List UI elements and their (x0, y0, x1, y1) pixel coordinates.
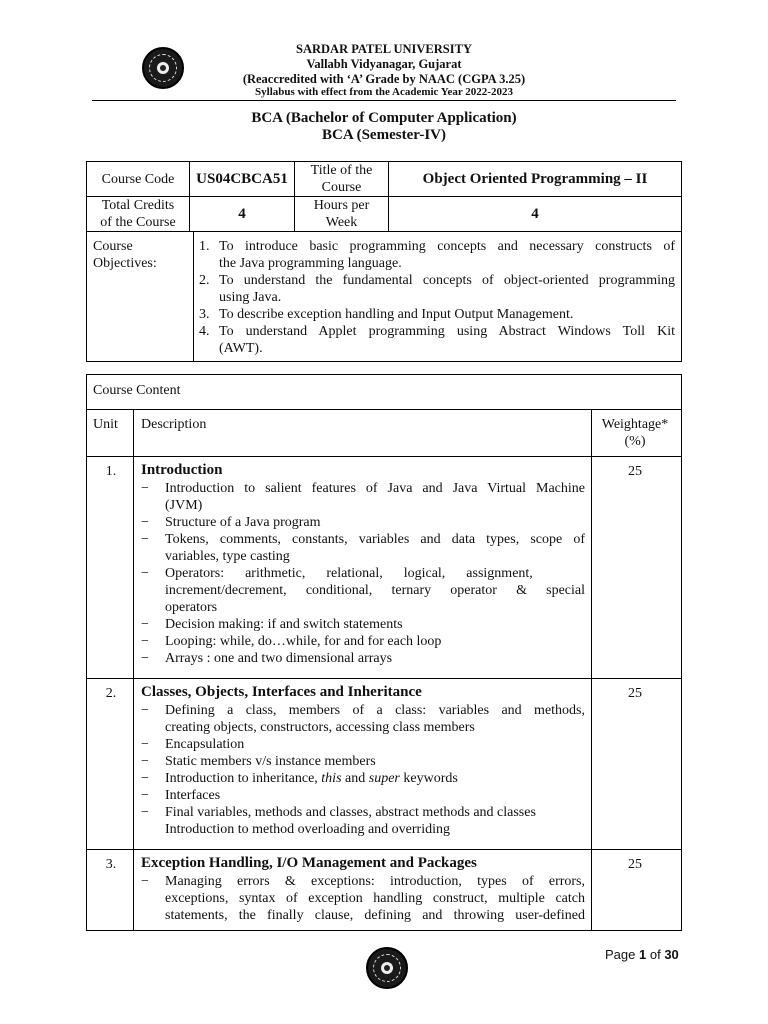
list-item: − Final variables, methods and classes, abstract methods and classes (141, 805, 536, 820)
credits-value: 4 (190, 197, 295, 232)
objective-item: 4. To understand Applet programming using Abstract Windows Toll Kit (AWT). (199, 324, 675, 356)
list-item: − Interfaces (141, 788, 221, 803)
program-title: BCA (Bachelor of Computer Application) (251, 110, 517, 126)
accreditation-line: (Reaccredited with ‘A’ Grade by NAAC (CGPA 3.25) (242, 72, 526, 86)
university-location: Vallabh Vidyanagar, Gujarat (306, 57, 462, 71)
list-item: − Structure of a Java program (141, 515, 321, 530)
course-content-heading: Course Content (93, 383, 181, 398)
unit-number: 3. (105, 857, 117, 872)
unit-number: 2. (105, 686, 117, 701)
list-item: − Encapsulation (141, 737, 245, 752)
course-content-table (86, 374, 682, 931)
credits-label: Total Credits of the Course (87, 197, 190, 232)
column-header-description: Description (141, 417, 207, 432)
objectives-label: Course Objectives: (93, 239, 157, 271)
list-item: − Looping: while, do…while, for and for each loop (141, 634, 442, 649)
unit-title: Exception Handling, I/O Management and Packages (141, 855, 477, 871)
unit-description (141, 461, 585, 667)
semester-title: BCA (Semester-IV) (322, 127, 446, 143)
header-divider (92, 100, 676, 101)
university-name: SARDAR PATEL UNIVERSITY (296, 42, 472, 56)
hours-value: 4 (389, 197, 682, 232)
syllabus-note: Syllabus with effect from the Academic Year 2022-2023 (255, 86, 513, 98)
course-info-table (86, 161, 682, 232)
list-item: − Operators: arithmetic, relational, logical, assignment, increment/decrement, conditional, ternary operator & special operators (141, 566, 585, 615)
course-title-value: Object Oriented Programming – II (389, 162, 682, 197)
unit-description (141, 683, 585, 838)
objective-item: 2. To understand the fundamental concepts of object-oriented programming using Java. (199, 273, 675, 305)
course-objectives (86, 231, 682, 362)
unit-weightage: 25 (628, 686, 642, 701)
list-item: − Defining a class, members of a class: variables and methods, creating objects, constructors, accessing class members (141, 703, 585, 735)
list-item: − Introduction to salient features of Java and Java Virtual Machine (JVM) (141, 481, 585, 513)
course-code-value: US04CBCA51 (190, 162, 295, 197)
unit-weightage: 25 (628, 857, 642, 872)
footer-seal-icon (366, 947, 408, 989)
objectives-list (199, 238, 675, 357)
unit-number: 1. (105, 464, 117, 479)
list-item: − Introduction to inheritance, this and super keywords (141, 771, 458, 786)
course-title-label: Title of the Course (295, 162, 389, 197)
unit-title: Classes, Objects, Interfaces and Inheritance (141, 684, 422, 700)
list-item: − Managing errors & exceptions: introduction, types of errors, exceptions, syntax of exception handling construct, multiple catch statements, the finally clause, defining and throwing user-defined (141, 874, 585, 923)
page-number: Page 1 of 30 (605, 947, 679, 962)
course-code-label: Course Code (87, 162, 190, 197)
objective-item: 1. To introduce basic programming concepts and necessary constructs of the Java programming language. (199, 239, 675, 271)
list-item: − Arrays : one and two dimensional arrays (141, 651, 393, 666)
list-item: − Static members v/s instance members (141, 754, 376, 769)
unit-title: Introduction (141, 462, 223, 478)
objective-item: 3. To describe exception handling and Input Output Management. (199, 307, 574, 322)
unit-description (141, 854, 585, 924)
unit-weightage: 25 (628, 464, 642, 479)
list-item: − Tokens, comments, constants, variables and data types, scope of variables, type casting (141, 532, 585, 564)
list-item: − Decision making: if and switch statements (141, 617, 403, 632)
hours-label: Hours per Week (295, 197, 389, 232)
column-header-weightage: Weightage* (%) (601, 417, 669, 449)
list-item-continuation: Introduction to method overloading and overriding (165, 822, 450, 837)
column-header-unit: Unit (93, 417, 118, 432)
